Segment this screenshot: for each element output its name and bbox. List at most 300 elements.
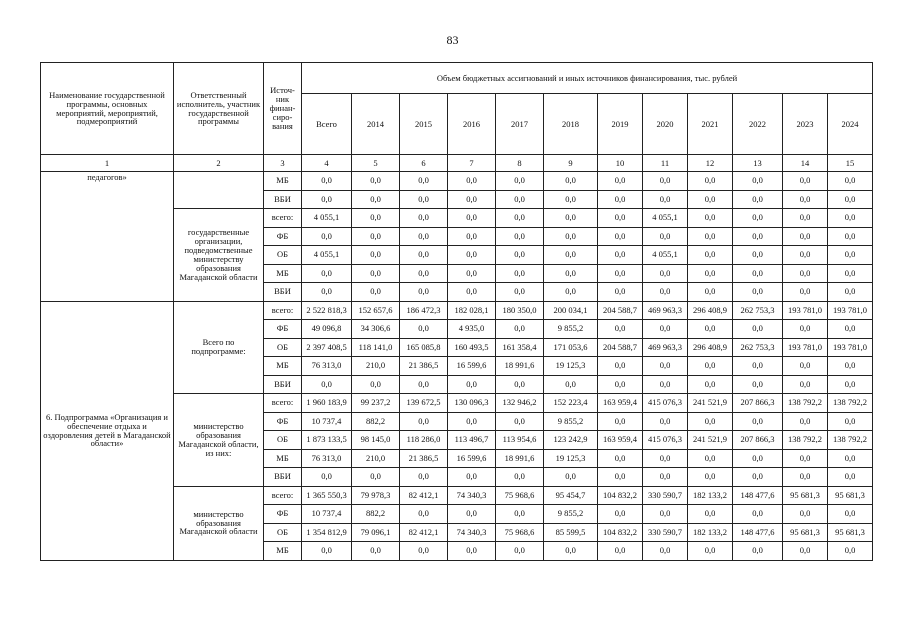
cell-value: 0,0 [733,412,783,431]
cell-value: 0,0 [733,190,783,209]
funding-source: МБ [264,542,302,561]
cell-value: 123 242,9 [544,431,598,450]
cell-value: 0,0 [496,468,544,487]
header-year: 2019 [598,94,643,155]
cell-value: 193 781,0 [783,338,828,357]
cell-value: 0,0 [828,357,873,376]
cell-value: 75 968,6 [496,486,544,505]
cell-value: 0,0 [783,246,828,265]
funding-source: ОБ [264,338,302,357]
cell-value: 0,0 [828,209,873,228]
cell-value: 182 133,2 [688,486,733,505]
cell-value: 0,0 [496,190,544,209]
cell-value: 0,0 [828,227,873,246]
cell-value: 4 055,1 [643,209,688,228]
cell-value: 82 412,1 [400,486,448,505]
cell-value: 113 496,7 [448,431,496,450]
cell-value: 16 599,6 [448,357,496,376]
cell-value: 0,0 [643,357,688,376]
header-program-names: Наименование государственной программы, основных мероприятий, мероприятий, подмероприятий [41,63,174,155]
cell-value: 0,0 [828,505,873,524]
cell-value: 0,0 [400,227,448,246]
cell-value: 0,0 [448,172,496,191]
cell-value: 4 935,0 [448,320,496,339]
cell-value: 0,0 [598,542,643,561]
cell-value: 0,0 [598,412,643,431]
cell-value: 0,0 [688,375,733,394]
funding-source: МБ [264,264,302,283]
cell-value: 182 028,1 [448,301,496,320]
cell-value: 0,0 [448,468,496,487]
cell-value: 0,0 [828,449,873,468]
cell-value: 0,0 [496,283,544,302]
cell-value: 0,0 [783,412,828,431]
cell-value: 0,0 [544,542,598,561]
cell-value: 0,0 [688,283,733,302]
cell-value: 330 590,7 [643,523,688,542]
header-column-number: 2 [174,155,264,172]
funding-source: всего: [264,394,302,413]
cell-value: 1 365 550,3 [302,486,352,505]
cell-value: 0,0 [643,468,688,487]
header-year: 2015 [400,94,448,155]
cell-value: 0,0 [448,542,496,561]
cell-value: 1 873 133,5 [302,431,352,450]
cell-value: 0,0 [688,190,733,209]
cell-value: 0,0 [544,246,598,265]
cell-value: 0,0 [688,209,733,228]
cell-value: 0,0 [688,357,733,376]
header-funding-source: Источ-ник финан-сиро-вания [264,63,302,155]
cell-value: 95 681,3 [828,486,873,505]
cell-value: 0,0 [544,264,598,283]
cell-value: 1 354 812,9 [302,523,352,542]
cell-value: 0,0 [400,190,448,209]
cell-value: 0,0 [643,542,688,561]
cell-value: 180 350,0 [496,301,544,320]
header-year: 2024 [828,94,873,155]
cell-value: 0,0 [544,227,598,246]
cell-value: 0,0 [544,190,598,209]
cell-value: 0,0 [643,375,688,394]
executor-cell: Всего по подпрограмме: [174,301,264,394]
cell-value: 262 753,3 [733,301,783,320]
cell-value: 200 034,1 [544,301,598,320]
cell-value: 0,0 [688,320,733,339]
cell-value: 132 946,2 [496,394,544,413]
cell-value: 138 792,2 [828,394,873,413]
cell-value: 0,0 [688,412,733,431]
cell-value: 79 978,3 [352,486,400,505]
cell-value: 2 397 408,5 [302,338,352,357]
table-row [41,301,873,320]
cell-value: 469 963,3 [643,338,688,357]
cell-value: 415 076,3 [643,394,688,413]
cell-value: 204 588,7 [598,338,643,357]
cell-value: 0,0 [544,172,598,191]
cell-value: 0,0 [598,357,643,376]
header-column-number: 4 [302,155,352,172]
cell-value: 0,0 [448,227,496,246]
cell-value: 0,0 [783,449,828,468]
cell-value: 0,0 [688,246,733,265]
cell-value: 113 954,6 [496,431,544,450]
cell-value: 74 340,3 [448,486,496,505]
cell-value: 0,0 [643,320,688,339]
cell-value: 0,0 [352,375,400,394]
cell-value: 0,0 [352,283,400,302]
cell-value: 193 781,0 [783,301,828,320]
cell-value: 0,0 [733,227,783,246]
cell-value: 2 522 818,3 [302,301,352,320]
cell-value: 0,0 [733,172,783,191]
cell-value: 0,0 [733,449,783,468]
cell-value: 0,0 [400,264,448,283]
funding-source: ФБ [264,505,302,524]
cell-value: 193 781,0 [828,301,873,320]
cell-value: 0,0 [496,505,544,524]
cell-value: 0,0 [783,320,828,339]
cell-value: 21 386,5 [400,449,448,468]
cell-value: 0,0 [643,227,688,246]
cell-value: 0,0 [496,264,544,283]
funding-source: ОБ [264,246,302,265]
cell-value: 0,0 [643,172,688,191]
cell-value: 207 866,3 [733,394,783,413]
cell-value: 0,0 [598,209,643,228]
header-year: 2023 [783,94,828,155]
cell-value: 0,0 [448,209,496,228]
cell-value: 882,2 [352,505,400,524]
funding-source: ФБ [264,320,302,339]
cell-value: 207 866,3 [733,431,783,450]
cell-value: 0,0 [598,190,643,209]
cell-value: 0,0 [598,320,643,339]
cell-value: 0,0 [598,375,643,394]
header-volume: Объем бюджетных ассигнований и иных источников финансирования, тыс. рублей [302,63,873,94]
cell-value: 0,0 [733,209,783,228]
cell-value: 0,0 [598,449,643,468]
cell-value: 0,0 [400,412,448,431]
cell-value: 0,0 [828,412,873,431]
cell-value: 0,0 [733,468,783,487]
cell-value: 0,0 [643,190,688,209]
cell-value: 0,0 [598,505,643,524]
cell-value: 0,0 [643,264,688,283]
cell-value: 0,0 [302,172,352,191]
cell-value: 0,0 [496,172,544,191]
cell-value: 0,0 [643,283,688,302]
cell-value: 0,0 [733,320,783,339]
header-year: 2017 [496,94,544,155]
cell-value: 0,0 [544,209,598,228]
header-column-number: 11 [643,155,688,172]
header-year: 2021 [688,94,733,155]
cell-value: 193 781,0 [828,338,873,357]
cell-value: 95 681,3 [783,523,828,542]
cell-value: 139 672,5 [400,394,448,413]
executor-cell [174,172,264,209]
cell-value: 0,0 [828,264,873,283]
executor-cell: министерство образования Магаданской области [174,486,264,560]
cell-value: 152 657,6 [352,301,400,320]
cell-value: 1 960 183,9 [302,394,352,413]
cell-value: 74 340,3 [448,523,496,542]
cell-value: 0,0 [448,190,496,209]
cell-value: 118 286,0 [400,431,448,450]
cell-value: 0,0 [302,227,352,246]
cell-value: 0,0 [733,542,783,561]
page-number: 83 [446,33,459,47]
cell-value: 0,0 [688,542,733,561]
cell-value: 0,0 [733,375,783,394]
cell-value: 0,0 [496,412,544,431]
cell-value: 95 681,3 [828,523,873,542]
cell-value: 138 792,2 [783,431,828,450]
funding-source: МБ [264,357,302,376]
cell-value: 0,0 [544,283,598,302]
cell-value: 262 753,3 [733,338,783,357]
cell-value: 0,0 [448,283,496,302]
cell-value: 0,0 [828,283,873,302]
cell-value: 210,0 [352,449,400,468]
cell-value: 0,0 [783,172,828,191]
header-year: 2022 [733,94,783,155]
cell-value: 0,0 [352,172,400,191]
cell-value: 76 313,0 [302,449,352,468]
cell-value: 0,0 [352,209,400,228]
cell-value: 469 963,3 [643,301,688,320]
cell-value: 0,0 [448,375,496,394]
cell-value: 0,0 [828,320,873,339]
cell-value: 0,0 [598,172,643,191]
funding-source: ФБ [264,227,302,246]
cell-value: 0,0 [783,505,828,524]
funding-source: всего: [264,209,302,228]
cell-value: 76 313,0 [302,357,352,376]
cell-value: 0,0 [598,283,643,302]
cell-value: 0,0 [688,449,733,468]
cell-value: 104 832,2 [598,523,643,542]
funding-source: ВБИ [264,375,302,394]
cell-value: 0,0 [496,542,544,561]
cell-value: 0,0 [783,375,828,394]
cell-value: 148 477,6 [733,523,783,542]
cell-value: 882,2 [352,412,400,431]
cell-value: 0,0 [496,375,544,394]
cell-value: 0,0 [400,246,448,265]
cell-value: 0,0 [302,468,352,487]
cell-value: 49 096,8 [302,320,352,339]
cell-value: 182 133,2 [688,523,733,542]
cell-value: 0,0 [598,246,643,265]
cell-value: 0,0 [302,190,352,209]
cell-value: 0,0 [733,283,783,302]
header-year: 2016 [448,94,496,155]
cell-value: 0,0 [733,505,783,524]
cell-value: 0,0 [352,246,400,265]
header-total: Всего [302,94,352,155]
cell-value: 210,0 [352,357,400,376]
cell-value: 0,0 [302,542,352,561]
cell-value: 0,0 [783,209,828,228]
funding-source: ФБ [264,412,302,431]
header-column-number: 15 [828,155,873,172]
cell-value: 0,0 [733,357,783,376]
cell-value: 0,0 [352,190,400,209]
program-name: педагогов» [41,172,174,302]
cell-value: 0,0 [783,227,828,246]
cell-value: 9 855,2 [544,505,598,524]
cell-value: 0,0 [400,209,448,228]
cell-value: 204 588,7 [598,301,643,320]
cell-value: 18 991,6 [496,449,544,468]
header-column-number: 6 [400,155,448,172]
header-column-number: 7 [448,155,496,172]
cell-value: 85 599,5 [544,523,598,542]
cell-value: 104 832,2 [598,486,643,505]
table-row [41,172,873,191]
cell-value: 130 096,3 [448,394,496,413]
cell-value: 0,0 [643,449,688,468]
cell-value: 0,0 [544,468,598,487]
header-year: 2014 [352,94,400,155]
cell-value: 18 991,6 [496,357,544,376]
cell-value: 241 521,9 [688,394,733,413]
cell-value: 0,0 [400,468,448,487]
cell-value: 0,0 [302,375,352,394]
cell-value: 0,0 [783,357,828,376]
cell-value: 16 599,6 [448,449,496,468]
cell-value: 4 055,1 [302,209,352,228]
program-name: 6. Подпрограмма «Организация и обеспечение отдыха и оздоровления детей в Магаданской области» [41,301,174,560]
cell-value: 138 792,2 [783,394,828,413]
cell-value: 118 141,0 [352,338,400,357]
cell-value: 0,0 [496,320,544,339]
funding-source: МБ [264,449,302,468]
cell-value: 0,0 [783,468,828,487]
cell-value: 0,0 [733,246,783,265]
cell-value: 82 412,1 [400,523,448,542]
funding-source: всего: [264,486,302,505]
cell-value: 21 386,5 [400,357,448,376]
header-executor: Ответственный исполнитель, участник государственной программы [174,63,264,155]
header-column-number: 3 [264,155,302,172]
cell-value: 0,0 [688,505,733,524]
cell-value: 0,0 [352,264,400,283]
cell-value: 4 055,1 [302,246,352,265]
cell-value: 0,0 [598,227,643,246]
cell-value: 0,0 [544,375,598,394]
cell-value: 34 306,6 [352,320,400,339]
cell-value: 0,0 [828,190,873,209]
cell-value: 0,0 [302,264,352,283]
cell-value: 99 237,2 [352,394,400,413]
header-column-number: 12 [688,155,733,172]
cell-value: 0,0 [302,283,352,302]
cell-value: 296 408,9 [688,338,733,357]
cell-value: 165 085,8 [400,338,448,357]
cell-value: 0,0 [400,505,448,524]
cell-value: 0,0 [400,283,448,302]
cell-value: 0,0 [352,468,400,487]
executor-cell: министерство образования Магаданской области, из них: [174,394,264,487]
cell-value: 95 454,7 [544,486,598,505]
executor-cell: государственные организации, подведомственные министерству образования Магаданской области [174,209,264,302]
cell-value: 415 076,3 [643,431,688,450]
cell-value: 0,0 [496,246,544,265]
cell-value: 0,0 [400,320,448,339]
cell-value: 0,0 [448,246,496,265]
header-column-number: 14 [783,155,828,172]
funding-source: всего: [264,301,302,320]
cell-value: 0,0 [688,468,733,487]
cell-value: 0,0 [448,412,496,431]
cell-value: 0,0 [448,505,496,524]
cell-value: 4 055,1 [643,246,688,265]
cell-value: 0,0 [828,468,873,487]
header-column-number: 5 [352,155,400,172]
cell-value: 148 477,6 [733,486,783,505]
cell-value: 10 737,4 [302,505,352,524]
cell-value: 98 145,0 [352,431,400,450]
cell-value: 296 408,9 [688,301,733,320]
funding-source: ОБ [264,523,302,542]
budget-table [40,62,873,561]
header-year: 2018 [544,94,598,155]
cell-value: 0,0 [448,264,496,283]
cell-value: 0,0 [400,172,448,191]
cell-value: 0,0 [828,542,873,561]
cell-value: 186 472,3 [400,301,448,320]
cell-value: 95 681,3 [783,486,828,505]
cell-value: 0,0 [783,190,828,209]
cell-value: 0,0 [828,375,873,394]
cell-value: 0,0 [783,283,828,302]
cell-value: 0,0 [643,412,688,431]
cell-value: 75 968,6 [496,523,544,542]
cell-value: 0,0 [783,542,828,561]
header-column-number: 9 [544,155,598,172]
cell-value: 163 959,4 [598,431,643,450]
cell-value: 79 096,1 [352,523,400,542]
cell-value: 152 223,4 [544,394,598,413]
cell-value: 0,0 [688,172,733,191]
cell-value: 0,0 [598,264,643,283]
cell-value: 9 855,2 [544,320,598,339]
cell-value: 10 737,4 [302,412,352,431]
cell-value: 19 125,3 [544,357,598,376]
funding-source: ВБИ [264,190,302,209]
cell-value: 0,0 [352,227,400,246]
cell-value: 171 053,6 [544,338,598,357]
header-column-number: 1 [41,155,174,172]
funding-source: ВБИ [264,283,302,302]
cell-value: 138 792,2 [828,431,873,450]
cell-value: 9 855,2 [544,412,598,431]
cell-value: 160 493,5 [448,338,496,357]
cell-value: 0,0 [828,246,873,265]
funding-source: ВБИ [264,468,302,487]
cell-value: 0,0 [733,264,783,283]
header-column-number: 13 [733,155,783,172]
header-year: 2020 [643,94,688,155]
cell-value: 241 521,9 [688,431,733,450]
cell-value: 161 358,4 [496,338,544,357]
cell-value: 330 590,7 [643,486,688,505]
funding-source: МБ [264,172,302,191]
cell-value: 0,0 [400,542,448,561]
